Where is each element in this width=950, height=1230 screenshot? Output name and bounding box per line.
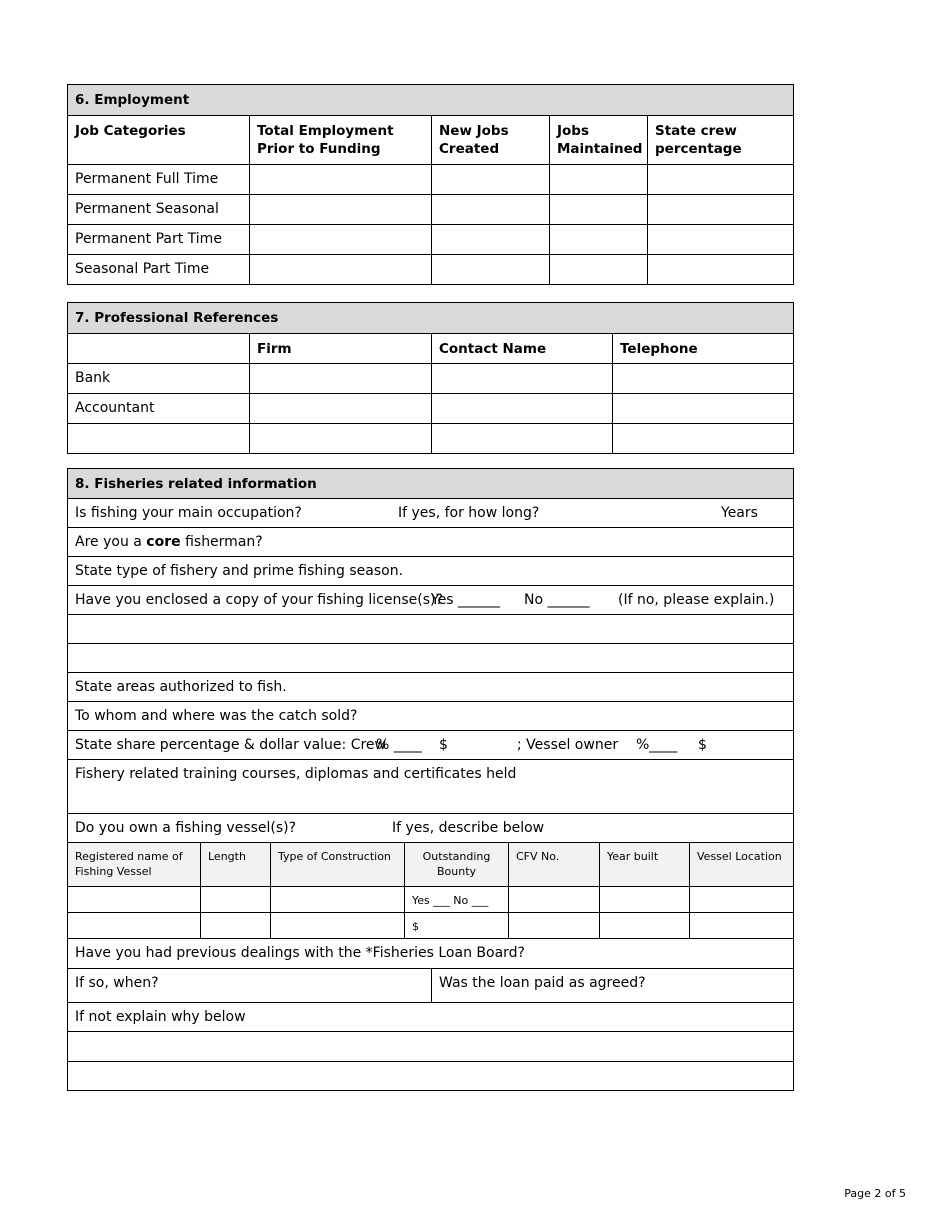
bounty-dollar[interactable]: $ [404,913,508,938]
input-cell[interactable] [549,195,647,224]
input-cell[interactable] [431,394,612,423]
table-row [68,254,793,284]
q-areas: State areas authorized to fish. [75,679,287,695]
vcol-length: Length [200,843,270,886]
vessel-header-row [68,842,793,886]
input-cell[interactable] [647,225,793,254]
col-firm: Firm [249,334,431,363]
vcol-construction: Type of Construction [270,843,404,886]
input-cell[interactable] [549,225,647,254]
row-label[interactable] [68,424,249,453]
table-row [68,423,793,453]
page-number: Page 2 of 5 [844,1187,906,1200]
input-cell[interactable] [549,165,647,194]
q-own-vessel: Do you own a fishing vessel(s)? [75,820,297,836]
input-cell[interactable] [599,913,689,938]
input-cell[interactable] [612,424,793,453]
when-paid-row [68,968,793,1002]
core-fisherman-row[interactable] [68,527,793,556]
input-cell[interactable] [68,887,200,912]
q-share: State share percentage & dollar value: Crew [75,737,386,753]
col-telephone: Telephone [612,334,793,363]
input-cell[interactable] [647,195,793,224]
input-cell[interactable] [508,913,599,938]
col-blank [68,334,249,363]
input-cell[interactable] [431,165,549,194]
input-cell[interactable] [508,887,599,912]
share-row[interactable] [68,730,793,759]
areas-row[interactable] [68,672,793,701]
q-license: Have you enclosed a copy of your fishing license(s)? [75,592,443,608]
employment-title: 6. Employment [68,85,793,115]
main-occupation-row[interactable] [68,498,793,527]
vcol-year: Year built [599,843,689,886]
fishery-type-row[interactable] [68,556,793,585]
col-jobs-maintained: Jobs Maintained [549,116,647,164]
input-cell[interactable] [431,364,612,393]
q-dealings: Have you had previous dealings with the *Fisheries Loan Board? [75,945,525,961]
vcol-cfv: CFV No. [508,843,599,886]
input-cell[interactable] [200,887,270,912]
own-vessel-row[interactable] [68,813,793,842]
explain-line[interactable] [68,614,793,643]
q-core-pre: Are you a [75,534,147,550]
q-core-bold: core [146,534,181,550]
q-explain-why: If not explain why below [75,1009,246,1025]
license-explain: (If no, please explain.) [618,592,775,608]
row-label: Permanent Part Time [75,231,222,247]
table-row [68,224,793,254]
table-row [68,363,793,393]
input-cell[interactable] [612,364,793,393]
owner-percent[interactable]: %____ [636,737,678,753]
references-title: 7. Professional References [68,303,793,333]
table-row [68,164,793,194]
row-label: Permanent Full Time [75,171,219,187]
col-total-employment: Total Employment Prior to Funding [249,116,431,164]
dealings-row[interactable] [68,938,793,968]
col-state-crew: State crew percentage [647,116,793,164]
license-yes[interactable]: Yes ______ [431,592,501,608]
input-cell[interactable] [270,913,404,938]
q-core-post: fisherman? [180,534,263,550]
q-paid[interactable]: Was the loan paid as agreed? [431,969,793,1002]
employment-table [67,84,794,285]
input-cell[interactable] [431,195,549,224]
input-cell[interactable] [249,394,431,423]
row-label: Accountant [75,400,155,416]
q-training: Fishery related training courses, diplomas and certificates held [75,766,517,782]
col-contact-name: Contact Name [431,334,612,363]
input-cell[interactable] [249,255,431,284]
q-fishery-type: State type of fishery and prime fishing season. [75,563,404,579]
row-label: Permanent Seasonal [75,201,219,217]
input-cell[interactable] [200,913,270,938]
input-cell[interactable] [249,195,431,224]
input-cell[interactable] [431,424,612,453]
input-cell[interactable] [249,165,431,194]
owner-dollar[interactable]: $ [698,737,707,753]
table-row [68,393,793,423]
input-cell[interactable] [689,887,793,912]
vessel-row [68,886,793,912]
if-yes-describe: If yes, describe below [392,820,545,836]
q-how-long: If yes, for how long? [398,505,540,521]
crew-dollar[interactable]: $ [439,737,448,753]
input-cell[interactable] [431,255,549,284]
input-cell[interactable] [689,913,793,938]
input-cell[interactable] [68,913,200,938]
input-cell[interactable] [249,424,431,453]
q-when[interactable]: If so, when? [75,975,159,991]
explain-why-row[interactable] [68,1002,793,1031]
col-job-categories: Job Categories [75,123,186,139]
license-no[interactable]: No ______ [524,592,590,608]
vcol-location: Vessel Location [689,843,793,886]
input-cell[interactable] [249,225,431,254]
input-cell[interactable] [431,225,549,254]
fisheries-table [67,468,794,1091]
vcol-bounty: Outstanding Bounty [404,843,508,886]
input-cell[interactable] [249,364,431,393]
explain-line[interactable] [68,1061,793,1090]
q-catch: To whom and where was the catch sold? [75,708,358,724]
input-cell[interactable] [270,887,404,912]
crew-percent[interactable]: % ____ [376,737,422,753]
explain-line[interactable] [68,643,793,672]
training-row[interactable] [68,759,793,813]
input-cell[interactable] [612,394,793,423]
license-row[interactable] [68,585,793,614]
col-new-jobs: New Jobs Created [431,116,549,164]
catch-row[interactable] [68,701,793,730]
row-label: Seasonal Part Time [75,261,210,277]
q-main-occupation: Is fishing your main occupation? [75,505,302,521]
input-cell[interactable] [647,165,793,194]
row-label: Bank [75,370,111,386]
fisheries-title: 8. Fisheries related information [68,469,793,498]
references-table [67,302,794,454]
input-cell[interactable] [549,255,647,284]
vessel-owner-label: ; Vessel owner [517,737,619,753]
input-cell[interactable] [647,255,793,284]
years-label: Years [721,505,758,521]
explain-line[interactable] [68,1031,793,1061]
vessel-row [68,912,793,938]
vcol-name: Registered name of Fishing Vessel [75,850,183,878]
input-cell[interactable] [599,887,689,912]
bounty-yes-no[interactable]: Yes ___ No ___ [404,887,508,912]
table-row [68,194,793,224]
